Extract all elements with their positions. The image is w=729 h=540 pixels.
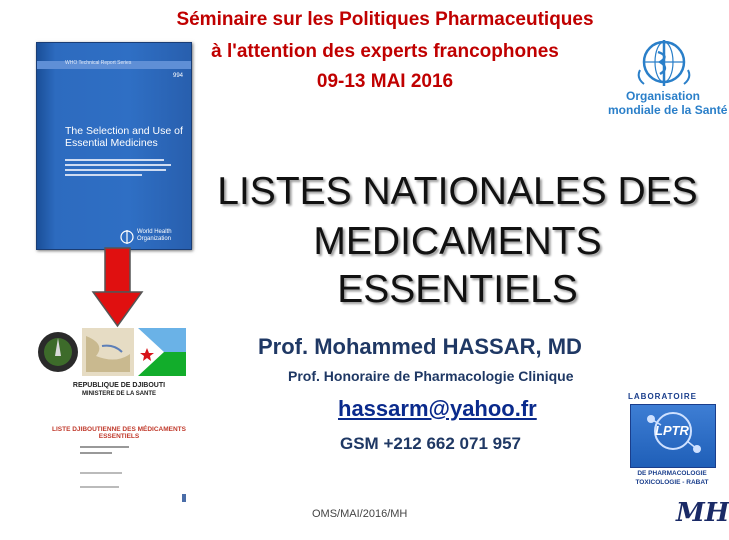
- book-publisher-line2: Organization: [137, 236, 172, 242]
- footer-code: OMS/MAI/2016/MH: [312, 508, 408, 520]
- book-who-emblem-icon: [119, 229, 135, 245]
- book-publisher-line1: World Health: [137, 229, 172, 235]
- seminar-title-line1: Séminaire sur les Politiques Pharmaceutiques: [176, 9, 594, 30]
- lab-logo-center: LPTR: [655, 423, 689, 438]
- doc-marker: [182, 494, 186, 502]
- lab-logo: [626, 392, 718, 494]
- main-title-line1: LISTES NATIONALES DES: [217, 170, 698, 213]
- who-emblem-icon: [634, 38, 694, 90]
- djibouti-flags-icon: [36, 326, 188, 378]
- footer-initials: MH: [676, 498, 729, 528]
- speaker-phone: GSM +212 662 071 957: [340, 434, 521, 453]
- main-title-line2: MEDICAMENTS ESSENTIELS: [313, 220, 602, 311]
- speaker-role: Prof. Honoraire de Pharmacologie Clinique: [288, 368, 574, 384]
- seminar-dates: 09-13 MAI 2016: [316, 71, 454, 92]
- seminar-title-line2: à l'attention des experts francophones: [211, 41, 559, 62]
- lab-logo-top: LABORATOIRE: [628, 392, 697, 401]
- djibouti-republic: REPUBLIQUE DE DJIBOUTI: [72, 382, 166, 389]
- book-publisher: [137, 229, 172, 243]
- lab-logo-bottom2: TOXICOLOGIE - RABAT: [635, 479, 709, 486]
- lab-logo-bottom1: DE PHARMACOLOGIE: [637, 470, 707, 477]
- speaker-name: Prof. Mohammed HASSAR, MD: [258, 334, 582, 359]
- who-logo-line2: mondiale de la Santé: [608, 103, 728, 117]
- book-title: The Selection and Use of Essential Medicines: [65, 125, 183, 149]
- djibouti-ministry: MINISTERE DE LA SANTE: [81, 391, 157, 397]
- book-cover: [36, 42, 192, 250]
- djibouti-emblems: [36, 326, 188, 378]
- down-arrow-icon: [92, 248, 144, 328]
- djibouti-list-title: LISTE DJIBOUTIENNE DES MÉDICAMENTS ESSENTIELS: [52, 426, 186, 440]
- book-subtitle-lines: [65, 159, 175, 179]
- book-series: WHO Technical Report Series: [65, 60, 132, 66]
- who-logo: [608, 38, 728, 122]
- who-logo-line1: Organisation: [626, 89, 701, 103]
- djibouti-doc-lines: [80, 446, 150, 488]
- book-number: 994: [173, 73, 184, 79]
- speaker-email-link[interactable]: hassarm@yahoo.fr: [338, 396, 537, 421]
